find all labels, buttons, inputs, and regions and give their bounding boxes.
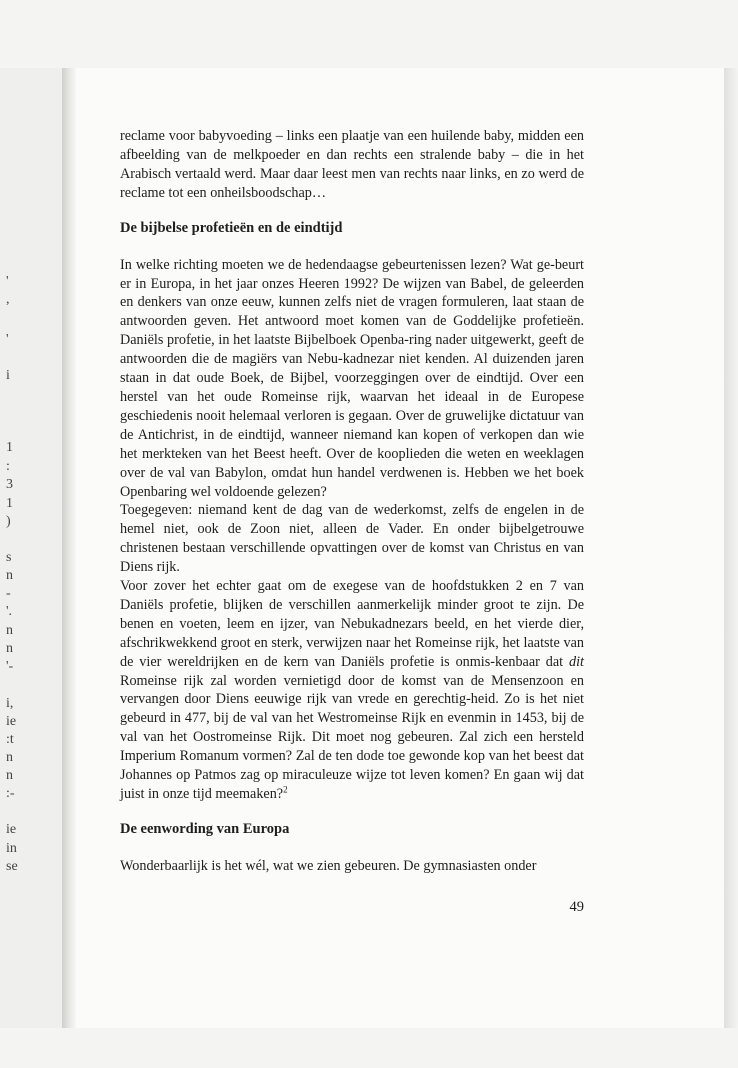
margin-fragment: 1 bbox=[6, 496, 13, 511]
margin-fragment: , bbox=[6, 292, 10, 307]
book-gutter-shadow bbox=[62, 68, 76, 1028]
margin-fragment: :t bbox=[6, 732, 14, 747]
margin-fragment: ' bbox=[6, 274, 9, 289]
previous-page-margin-fragments bbox=[0, 0, 70, 1068]
margin-fragment: i, bbox=[6, 696, 14, 711]
page-right-edge bbox=[724, 68, 738, 1028]
page-body-text bbox=[120, 127, 584, 876]
paragraph-richting: In welke richting moeten we de hedendaagse gebeurtenissen lezen? Wat ge-beurt er in Europa, in het jaar onzes Heeren 1992? De wijzen van Babel, de geleerden en denkers van onze eeuw, kunnen zelfs niet de vragen formuleren, laat staan de antwoorden geven. Het antwoord moet komen van de Goddelijke profetieën. Daniëls profetie, in het laatste Bijbelboek Openba-ring nader uitgewerkt, geeft de antwoorden die de magiërs van Nebu-kadnezar niet kenden. Al duizenden jaren staan in dat oude Boek, de Bijbel, voorzeggingen over de eindtijd. Over een herstel van het oude Romeinse rijk, waarvan het ideaal in de Europese geschiedenis nooit helemaal verloren is gegaan. Over de gruwelijke dictatuur van de Antichrist, in de eindtijd, wanneer niemand kan kopen of verkopen dan wie het merkteken van het Beest heeft. Over de kooplieden die weten en weeklagen over de val van Babylon, omdat hun handel verdwenen is. Hebben we het boek Openbaring wel voldoende gelezen? bbox=[120, 256, 584, 500]
margin-fragment: n bbox=[6, 641, 13, 656]
margin-fragment: n bbox=[6, 568, 13, 583]
margin-fragment: : bbox=[6, 459, 10, 474]
margin-fragment: '- bbox=[6, 659, 14, 674]
footnote-reference: 2 bbox=[283, 784, 288, 795]
section-heading-eenwording: De eenwording van Europa bbox=[120, 820, 290, 837]
margin-fragment: ie bbox=[6, 714, 17, 729]
margin-fragment: 3 bbox=[6, 477, 13, 492]
margin-fragment: ) bbox=[6, 514, 11, 529]
margin-fragment: s bbox=[6, 550, 12, 565]
paragraph-exegese-start: Voor zover het echter gaat om de exegese van de hoofdstukken 2 en 7 van Daniëls profetie, blijken de verschillen aanmerkelijk minder groot te zijn. De benen en voeten, leem en ijzer, van Nebukadnezars beeld, en het vierde dier, afschrikwekkend groot en sterk, verwijzen naar het Romeinse rijk, het laatste van de vier wereldrijken en de kern van Daniëls profetie is onmis-kenbaar dat bbox=[120, 578, 584, 670]
paragraph-exegese bbox=[120, 577, 584, 804]
margin-fragment: - bbox=[6, 586, 11, 601]
section-heading-profetieen: De bijbelse profetieën en de eindtijd bbox=[120, 219, 343, 236]
margin-fragment: se bbox=[6, 859, 18, 874]
margin-fragment: ' bbox=[6, 332, 9, 347]
margin-fragment: n bbox=[6, 750, 13, 765]
paragraph-toegegeven: Toegegeven: niemand kent de dag van de wederkomst, zelfs de engelen in de hemel niet, ook de Zoon niet, alleen de Vader. En onder bijbelgetrouwe christenen bestaan verschillende opvattingen over de komst van Christus en van Diens rijk. bbox=[120, 502, 584, 576]
margin-fragment: n bbox=[6, 768, 13, 783]
paragraph-reclame: reclame voor babyvoeding – links een plaatje van een huilende baby, midden een afbeelding van de melkpoeder en dan rechts een stralende baby – die in het Arabisch vertaald werd. Maar daar leest men van rechts naar links, en zo werd de reclame tot een onheilsboodschap… bbox=[120, 128, 584, 201]
emphasis-dit: dit bbox=[569, 653, 584, 670]
margin-fragment: ie bbox=[6, 822, 17, 837]
margin-fragment: :- bbox=[6, 786, 15, 801]
page-number: 49 bbox=[569, 899, 584, 915]
paragraph-exegese-end: Romeinse rijk zal worden vernietigd door de komst van de Mensenzoon en vervangen door Diens eeuwige rijk van vrede en gerechtig-heid. Zo is het niet gebeurd in 477, bij de val van het Westromeinse Rijk en evenmin in 1453, bij de val van het Oostromeinse Rijk. Dit moet nog gebeuren. Zal zich een hersteld Imperium Romanum vormen? Zal de ten dode toe gewonde kop van het beest dat Johannes op Patmos zag op miraculeuze wijze tot leven komen? En gaan wij dat juist in onze tijd meemaken? bbox=[120, 672, 584, 802]
margin-fragment: i bbox=[6, 368, 10, 383]
margin-fragment: '. bbox=[6, 604, 13, 619]
margin-fragment: in bbox=[6, 841, 17, 856]
margin-fragment: 1 bbox=[6, 440, 13, 455]
paragraph-wonderbaarlijk: Wonderbaarlijk is het wél, wat we zien gebeuren. De gymnasiasten onder bbox=[120, 857, 537, 874]
margin-fragment: n bbox=[6, 623, 13, 638]
